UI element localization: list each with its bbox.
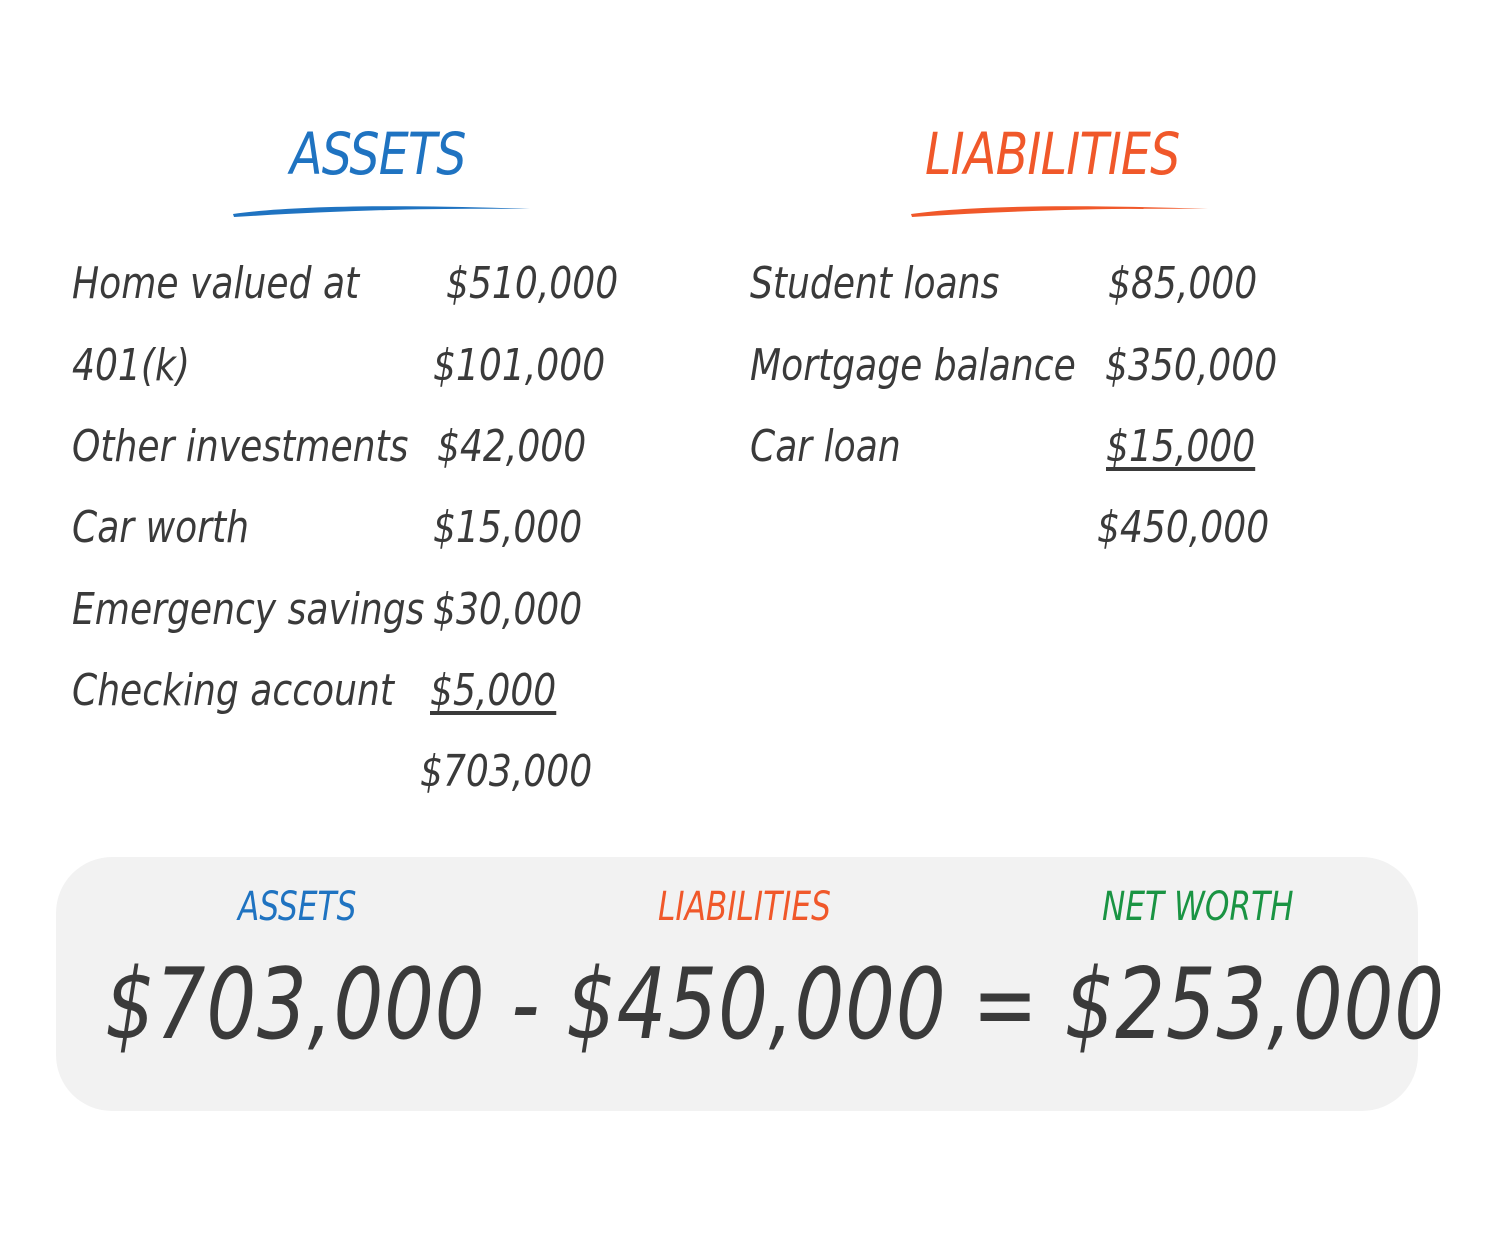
asset-amount: $30,000 bbox=[433, 584, 583, 635]
asset-amount: $15,000 bbox=[433, 502, 583, 553]
summary-net-worth-label: NET WORTH bbox=[1102, 884, 1294, 930]
liabilities-brush-underline bbox=[908, 200, 1213, 222]
assets-brush-underline bbox=[230, 200, 535, 222]
asset-label: Checking account bbox=[72, 665, 394, 716]
equation-liabilities-value: $450,000 bbox=[566, 948, 947, 1062]
liability-label: Car loan bbox=[750, 421, 901, 472]
asset-label: Other investments bbox=[72, 421, 409, 472]
liabilities-total-amount: $450,000 bbox=[1097, 502, 1270, 553]
asset-amount: $101,000 bbox=[433, 340, 606, 391]
liability-label: Student loans bbox=[750, 258, 1000, 309]
assets-total-amount: $703,000 bbox=[420, 746, 593, 797]
asset-label: Car worth bbox=[72, 502, 250, 553]
liability-label: Mortgage balance bbox=[750, 340, 1076, 391]
liability-amount: $85,000 bbox=[1108, 258, 1258, 309]
liabilities-heading: LIABILITIES bbox=[925, 120, 1180, 188]
asset-label: 401(k) bbox=[72, 340, 190, 391]
asset-amount: $510,000 bbox=[446, 258, 619, 309]
asset-label: Emergency savings bbox=[72, 584, 425, 635]
asset-amount: $42,000 bbox=[437, 421, 587, 472]
asset-label: Home valued at bbox=[72, 258, 360, 309]
equation-net-worth-value: $253,000 bbox=[1064, 948, 1445, 1062]
equation-equals-sign: = bbox=[972, 948, 1039, 1062]
summary-assets-label: ASSETS bbox=[238, 884, 357, 930]
equation-minus-sign: - bbox=[511, 948, 541, 1062]
liability-amount: $350,000 bbox=[1105, 340, 1278, 391]
asset-amount: $5,000 bbox=[430, 665, 557, 716]
assets-heading: ASSETS bbox=[290, 120, 466, 188]
liability-amount: $15,000 bbox=[1106, 421, 1256, 472]
equation-assets-value: $703,000 bbox=[105, 948, 486, 1062]
net-worth-equation bbox=[105, 948, 1445, 1062]
summary-liabilities-label: LIABILITIES bbox=[658, 884, 831, 930]
